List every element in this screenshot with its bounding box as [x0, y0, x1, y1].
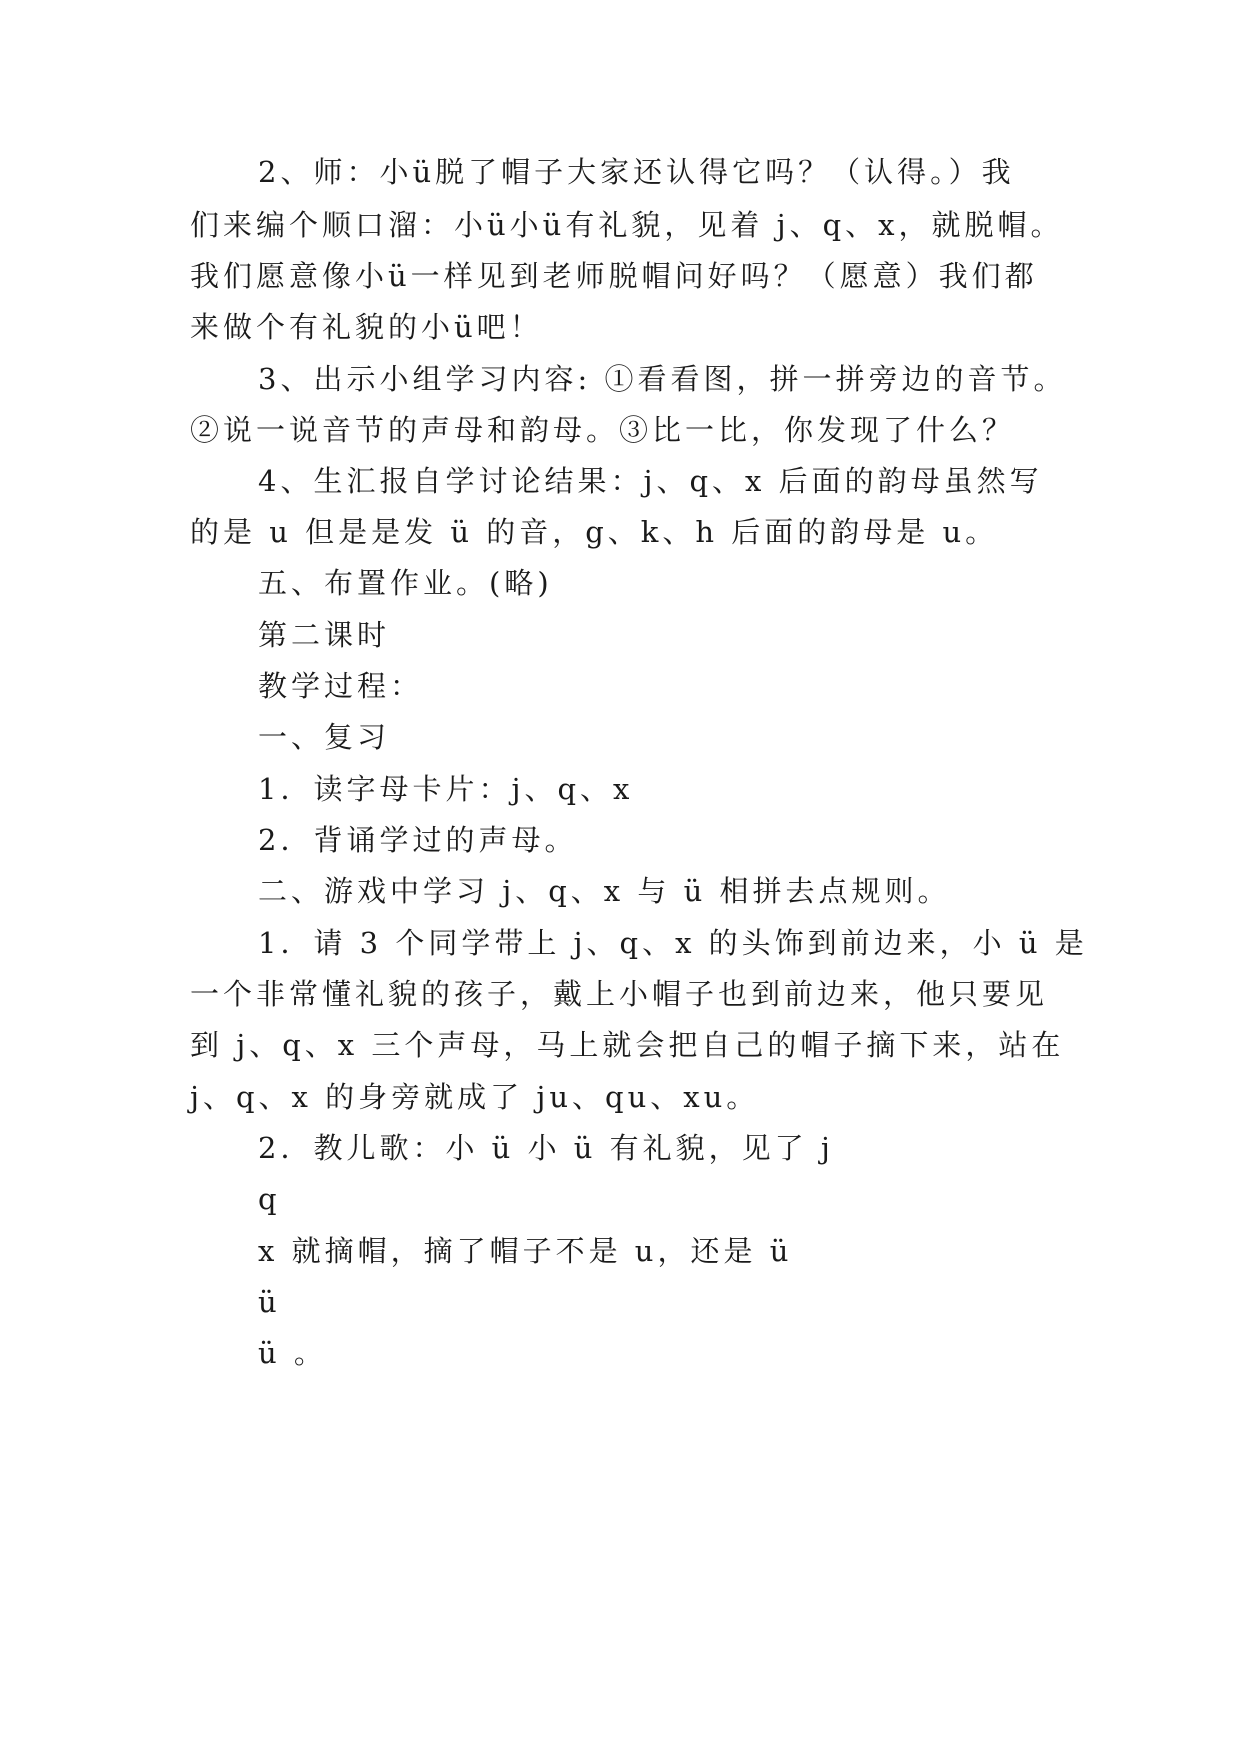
paragraph-line: j、q、x 的身旁就成了 ju、qu、xu。: [190, 1080, 760, 1114]
paragraph-line: 我们愿意像小ü一样见到老师脱帽问好吗？（愿意）我们都: [190, 259, 1038, 293]
paragraph-line: 4、生汇报自学讨论结果：j、q、x 后面的韵母虽然写: [258, 464, 1043, 498]
paragraph-line: ②说一说音节的声母和韵母。③比一比，你发现了什么？: [190, 413, 1016, 447]
paragraph-line: ü 。: [258, 1336, 327, 1370]
paragraph-line: 2、师：小ü脱了帽子大家还认得它吗？（认得。）我: [258, 155, 1015, 189]
paragraph-line: 1．请 3 个同学带上 j、q、x 的头饰到前边来，小 ü 是: [258, 926, 1088, 960]
paragraph-line: q: [258, 1182, 281, 1216]
paragraph-line: 2．教儿歌：小 ü 小 ü 有礼貌，见了 j: [258, 1131, 834, 1165]
paragraph-line: 五、布置作业。(略): [258, 566, 553, 600]
paragraph-line: 一个非常懂礼貌的孩子，戴上小帽子也到前边来，他只要见: [190, 977, 1049, 1011]
paragraph-line: ü: [258, 1285, 281, 1319]
paragraph-line: 2．背诵学过的声母。: [258, 823, 578, 857]
paragraph-line: 们来编个顺口溜：小ü小ü有礼貌，见着 j、q、x，就脱帽。: [190, 208, 1064, 242]
section-heading: 一、复习: [258, 720, 391, 754]
paragraph-line: 3、出示小组学习内容: ①看看图，拼一拼旁边的音节。: [258, 362, 1067, 396]
paragraph-line: 到 j、q、x 三个声母，马上就会把自己的帽子摘下来，站在: [190, 1028, 1065, 1062]
paragraph-line: 的是 u 但是是发 ü 的音，g、k、h 后面的韵母是 u。: [190, 515, 999, 549]
section-heading: 二、游戏中学习 j、q、x 与 ü 相拼去点规则。: [258, 874, 951, 908]
paragraph-line: 来做个有礼貌的小ü吧！: [190, 310, 543, 344]
paragraph-line: x 就摘帽，摘了帽子不是 u，还是 ü: [258, 1234, 793, 1268]
section-heading: 教学过程：: [258, 669, 424, 703]
paragraph-line: 1．读字母卡片：j、q、x: [258, 772, 634, 806]
section-heading: 第二课时: [258, 618, 391, 652]
